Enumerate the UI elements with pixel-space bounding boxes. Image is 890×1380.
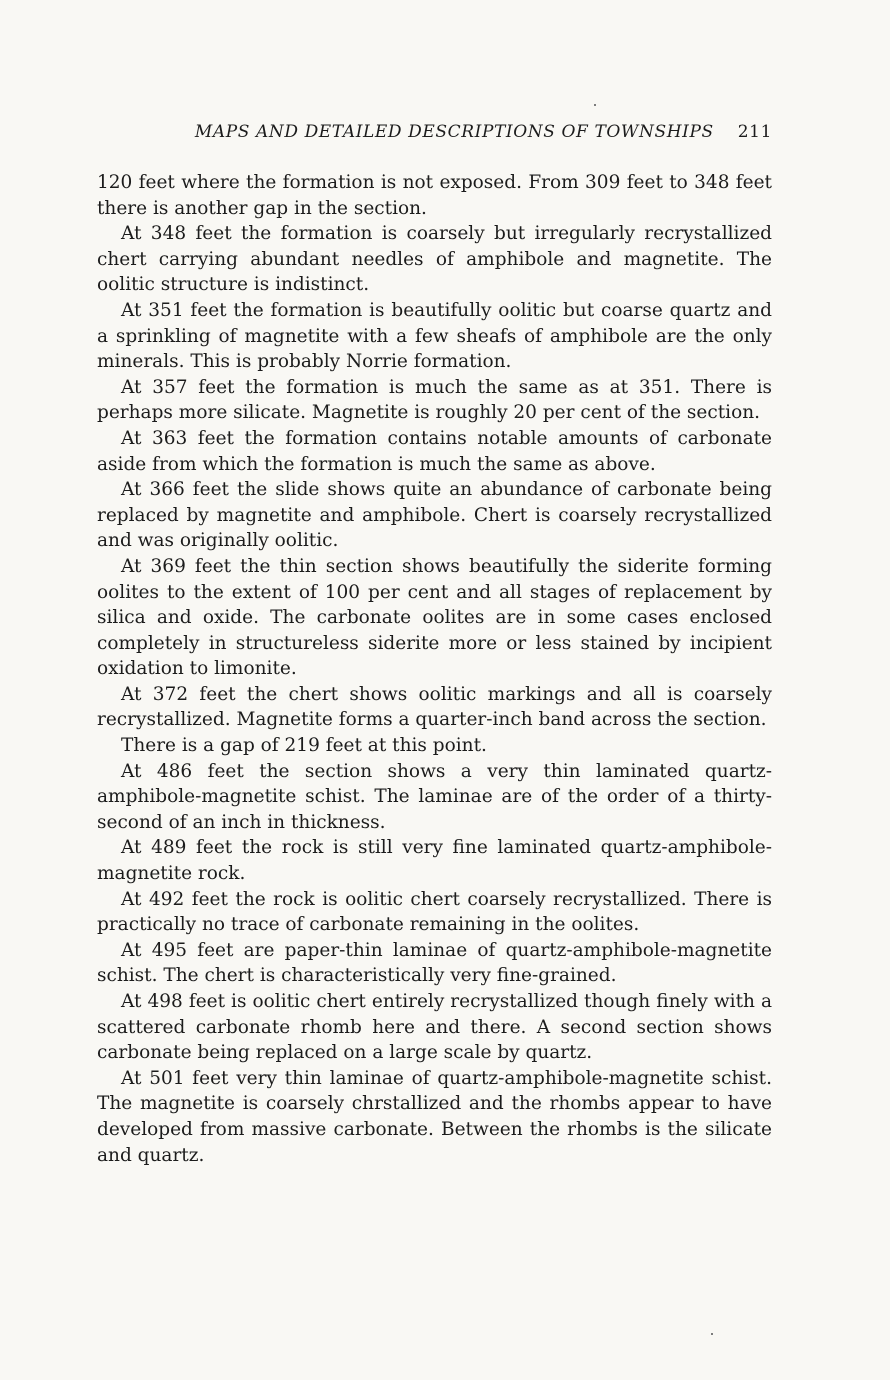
body-text [97, 170, 772, 1168]
page [97, 122, 772, 1168]
paragraph: At 357 feet the formation is much the same as at 351. There is perhaps more silicate. Magnetite is roughly 20 per cent of the section. [97, 376, 772, 424]
paragraph: At 348 feet the formation is coarsely but irregularly recrystallized chert carrying abundant needles of amphibole and magnetite. The oolitic structure is indistinct. [97, 223, 772, 296]
paragraph: At 492 feet the rock is oolitic chert coarsely recrystallized. There is practically no trace of carbonate remaining in the oolites. [97, 888, 772, 936]
paragraph: At 363 feet the formation contains notable amounts of carbonate aside from which the formation is much the same as above. [97, 427, 772, 475]
paragraph: At 372 feet the chert shows oolitic markings and all is coarsely recrystallized. Magnetite forms a quarter-inch band across the section. [97, 683, 772, 731]
paragraph: At 486 feet the section shows a very thin laminated quartz-amphibole-magnetite schist. The laminae are of the order of a thirty-second of an inch in thickness. [97, 760, 772, 833]
paragraph: At 495 feet are paper-thin laminae of quartz-amphibole-magnetite schist. The chert is characteristically very fine-grained. [97, 939, 772, 987]
running-title: MAPS AND DETAILED DESCRIPTIONS OF TOWNSHIPS [194, 122, 714, 142]
paragraph: 120 feet where the formation is not exposed. From 309 feet to 348 feet there is another gap in the section. [97, 172, 772, 219]
paragraph: At 369 feet the thin section shows beautifully the siderite forming oolites to the extent of 100 per cent and all stages of replacement by silica and oxide. The carbonate oolites are in some cases enclosed completely in structureless siderite more or less stained by incipient oxidation to limonite. [97, 555, 772, 680]
page-number: 211 [737, 122, 772, 142]
paragraph: At 501 feet very thin laminae of quartz-amphibole-magnetite schist. The magnetite is coarsely chrstallized and the rhombs appear to have developed from massive carbonate. Between the rhombs is the silicate and quartz. [97, 1067, 772, 1166]
paragraph: At 351 feet the formation is beautifully oolitic but coarse quartz and a sprinkling of magnetite with a few sheafs of amphibole are the only minerals. This is probably Norrie formation. [97, 299, 772, 373]
print-speck [711, 1333, 713, 1335]
paragraph: At 489 feet the rock is still very fine laminated quartz-amphibole-magnetite rock. [97, 837, 772, 885]
paragraph: There is a gap of 219 feet at this point. [121, 735, 487, 757]
running-head [97, 122, 772, 152]
paragraph: At 498 feet is oolitic chert entirely recrystallized though finely with a scattered carbonate rhomb here and there. A second section shows carbonate being replaced on a large scale by quartz. [97, 991, 772, 1064]
print-speck [594, 104, 596, 106]
paragraph: At 366 feet the slide shows quite an abundance of carbonate being replaced by magnetite and amphibole. Chert is coarsely recrystallized and was originally oolitic. [97, 479, 772, 552]
